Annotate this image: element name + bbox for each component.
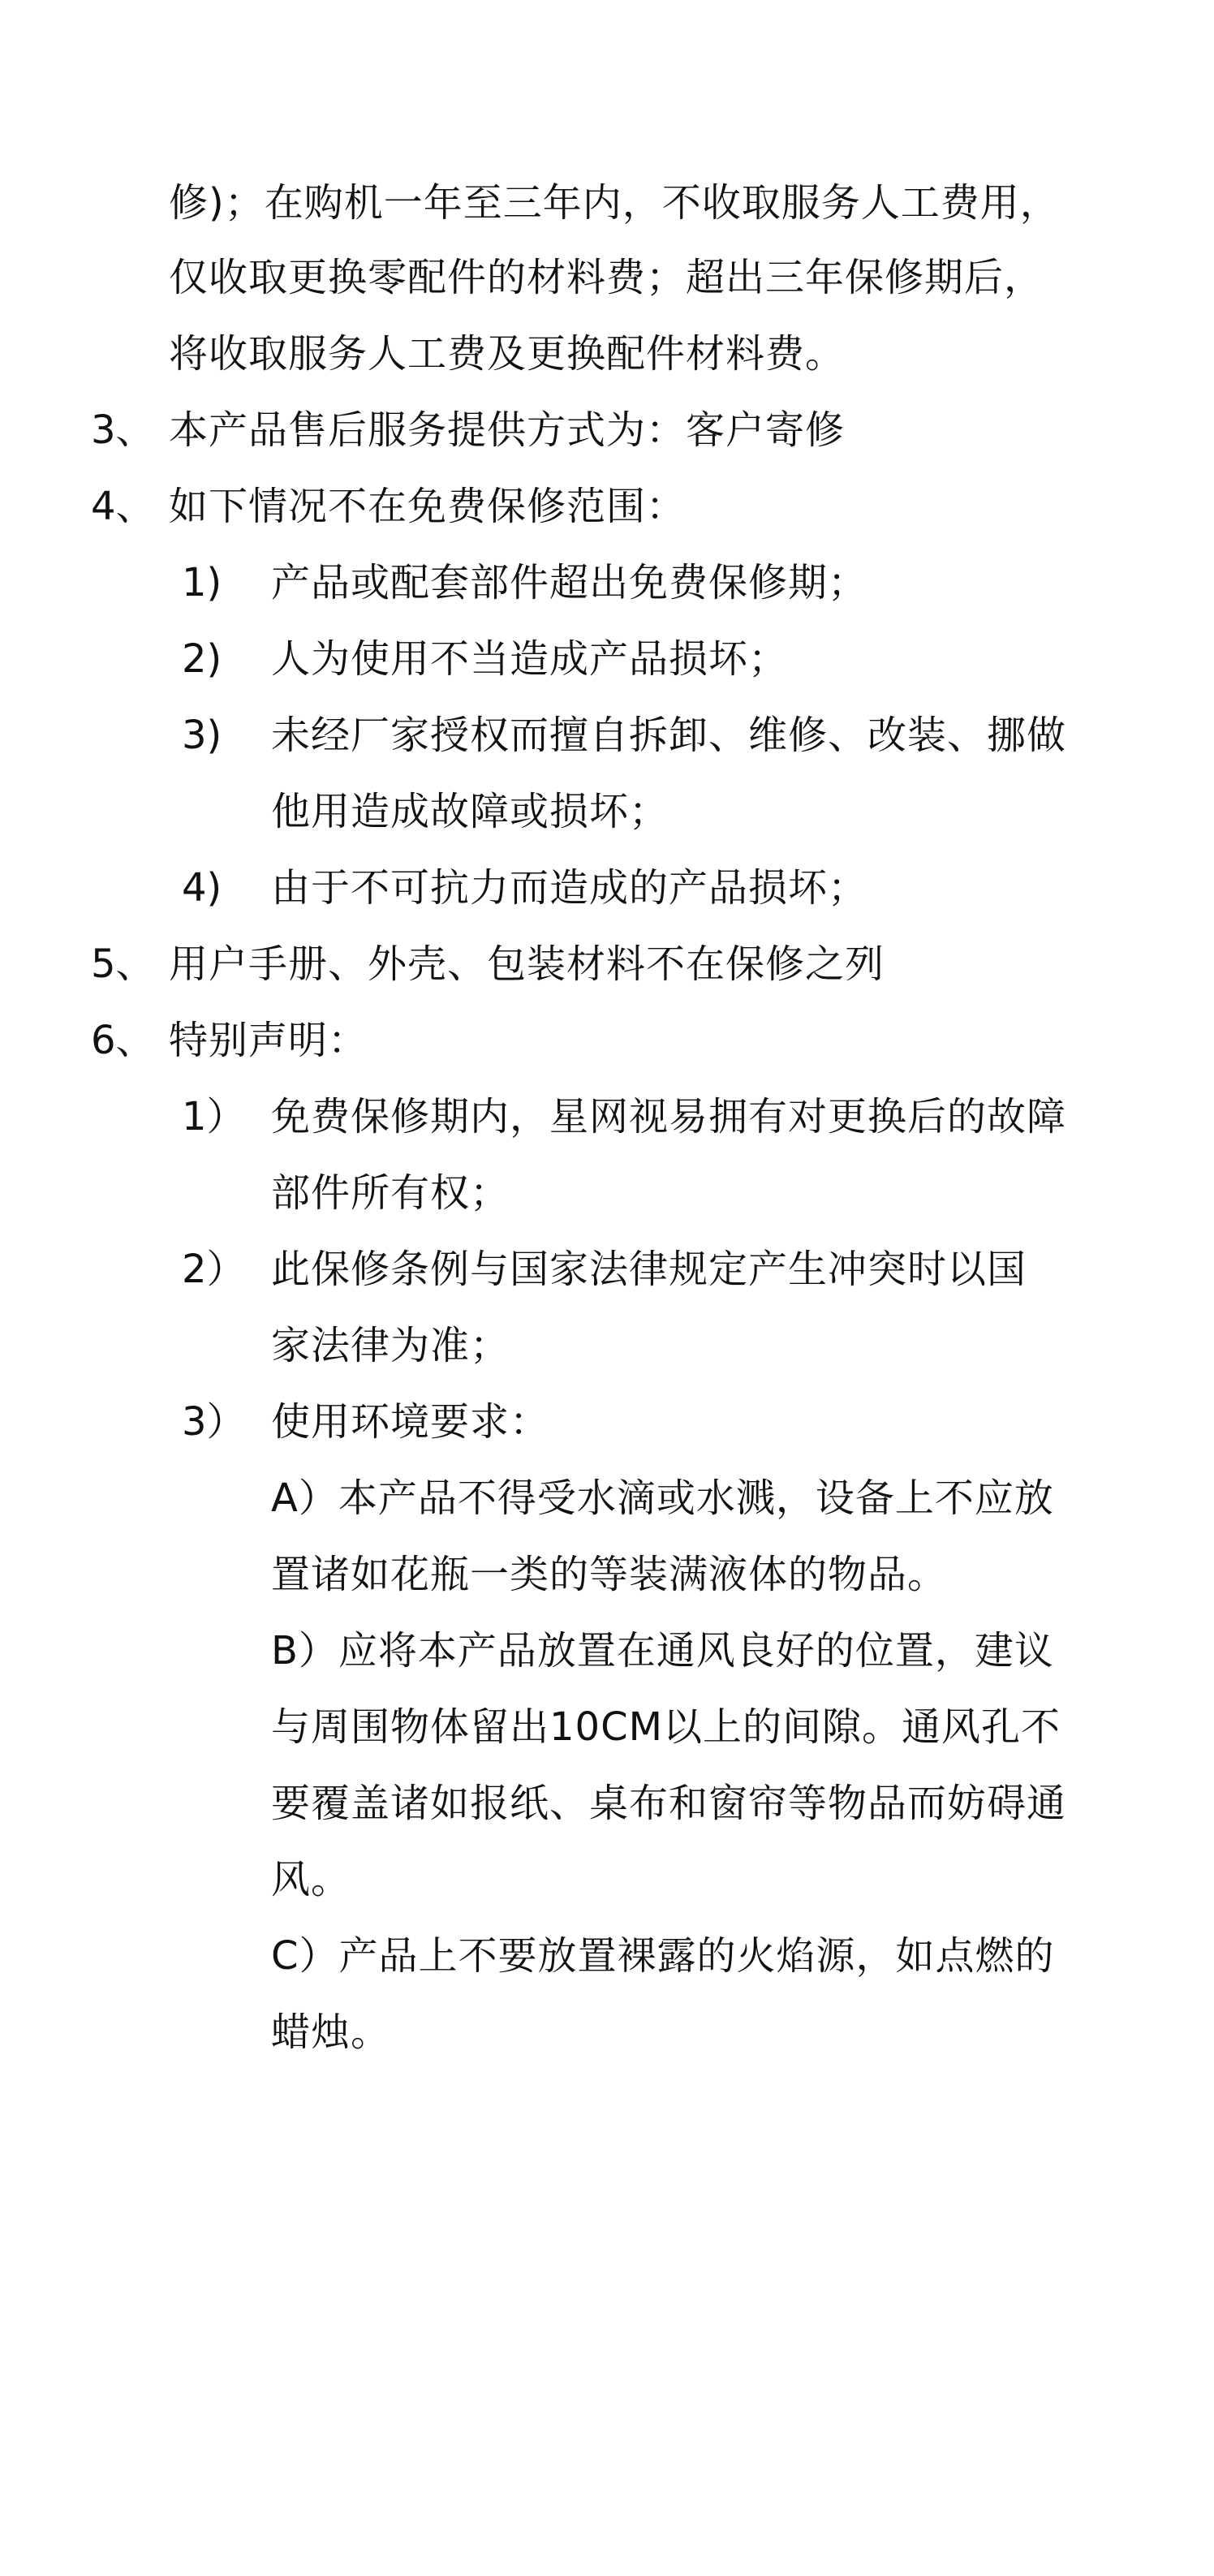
item-4-text: 如下情况不在免费保修范围： bbox=[169, 484, 687, 529]
item-4-sub-3-text-line-2: 他用造成故障或损坏； bbox=[271, 789, 669, 834]
env-c-line-1: C）产品上不要放置裸露的火焰源，如点燃的 bbox=[271, 1933, 1055, 1979]
item-6-text: 特别声明： bbox=[169, 1018, 368, 1063]
item-5-number: 5、 bbox=[91, 941, 155, 987]
item-4-sub-2-number: 2) bbox=[182, 636, 222, 682]
item-4-sub-3-number: 3) bbox=[182, 713, 222, 758]
env-b-line-3: 要覆盖诸如报纸、桌布和窗帘等物品而妨碍通 bbox=[271, 1781, 1067, 1826]
item-6-number: 6、 bbox=[91, 1018, 155, 1063]
item-3-text: 本产品售后服务提供方式为：客户寄修 bbox=[169, 407, 846, 453]
item-6-sub-2-text-line-2: 家法律为准； bbox=[271, 1323, 510, 1368]
item-3-number: 3、 bbox=[91, 407, 155, 453]
item-6-sub-3-number: 3） bbox=[182, 1399, 246, 1445]
intro-line-1: 修)；在购机一年至三年内，不收取服务人工费用， bbox=[169, 180, 1060, 226]
item-6-sub-1-number: 1） bbox=[182, 1094, 246, 1139]
item-4-number: 4、 bbox=[91, 484, 155, 529]
item-5-text: 用户手册、外壳、包装材料不在保修之列 bbox=[169, 941, 885, 987]
item-4-sub-1-text: 产品或配套部件超出免费保修期； bbox=[271, 560, 868, 605]
item-4-sub-4-text: 由于不可抗力而造成的产品损坏； bbox=[271, 865, 868, 911]
item-6-sub-2-text-line-1: 此保修条例与国家法律规定产生冲突时以国 bbox=[271, 1247, 1027, 1292]
env-a-line-2: 置诸如花瓶一类的等装满液体的物品。 bbox=[271, 1552, 948, 1597]
env-c-line-2: 蜡烛。 bbox=[271, 2010, 391, 2055]
env-b-line-1: B）应将本产品放置在通风良好的位置，建议 bbox=[271, 1628, 1054, 1674]
env-a-line-1: A）本产品不得受水滴或水溅，设备上不应放 bbox=[271, 1475, 1054, 1521]
item-6-sub-2-number: 2） bbox=[182, 1247, 246, 1292]
intro-line-2: 仅收取更换零配件的材料费；超出三年保修期后， bbox=[169, 255, 1044, 300]
item-4-sub-4-number: 4) bbox=[182, 865, 222, 911]
item-4-sub-2-text: 人为使用不当造成产品损坏； bbox=[271, 636, 789, 682]
item-4-sub-3-text-line-1: 未经厂家授权而擅自拆卸、维修、改装、挪做 bbox=[271, 713, 1067, 758]
intro-line-3: 将收取服务人工费及更换配件材料费。 bbox=[169, 331, 846, 377]
item-4-sub-1-number: 1) bbox=[182, 560, 222, 605]
env-b-line-2: 与周围物体留出10CM以上的间隙。通风孔不 bbox=[271, 1704, 1061, 1750]
item-6-sub-3-text: 使用环境要求： bbox=[271, 1399, 550, 1445]
env-b-line-4: 风。 bbox=[271, 1857, 351, 1902]
item-6-sub-1-text-line-2: 部件所有权； bbox=[271, 1170, 510, 1216]
item-6-sub-1-text-line-1: 免费保修期内，星网视易拥有对更换后的故障 bbox=[271, 1094, 1067, 1139]
